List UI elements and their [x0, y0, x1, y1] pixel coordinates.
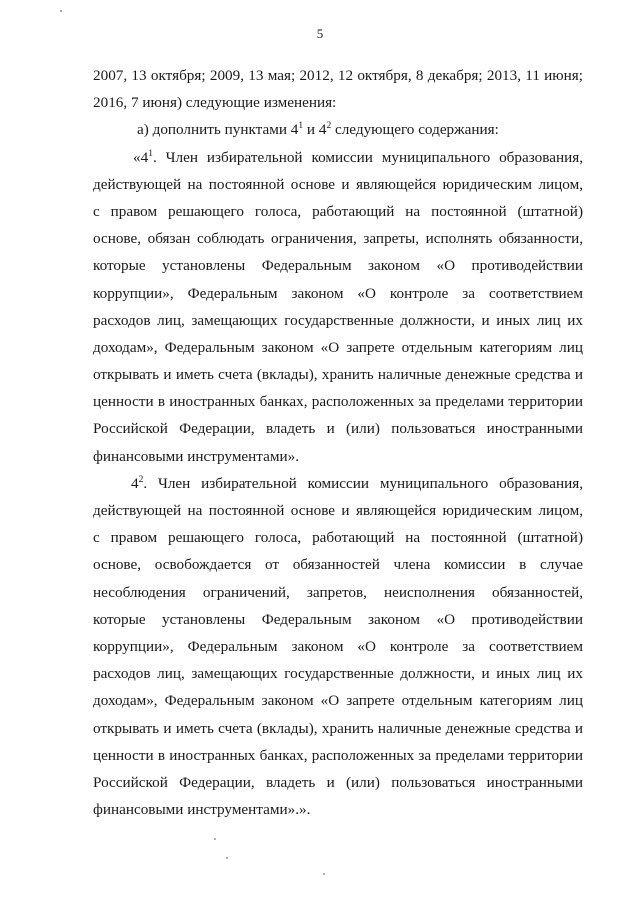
item-4-2-line: расходов лиц, замещающих государственные должности, и иных лиц их	[93, 665, 583, 683]
item-4-1-line: ценности в иностранных банках, расположенных за пределами территории	[93, 393, 583, 411]
clause-a-sup-1: 1	[298, 121, 304, 132]
item-4-2-line: открывать и иметь счета (вклады), хранить наличные денежные средства и	[93, 719, 583, 737]
intro-line-2: 2016, 7 июня) следующие изменения:	[93, 94, 337, 112]
item-4-2-line: доходам», Федеральным законом «О запрете отдельным категориям лиц	[93, 692, 583, 710]
item-4-2-number: 4	[131, 474, 139, 492]
scan-speck	[226, 857, 228, 859]
item-4-1-number: «4	[133, 148, 149, 166]
item-4-1-line: с правом решающего голоса, работающий на постоянной (штатной)	[93, 202, 583, 220]
page-number: 5	[316, 26, 324, 41]
item-4-1-sup: 1	[148, 148, 153, 159]
clause-a	[93, 116, 583, 143]
item-4-1-line: расходов лиц, замещающих государственные должности, и иных лиц их	[93, 311, 583, 329]
item-4-2-line: несоблюдения ограничений, запретов, неисполнения обязанностей,	[93, 583, 583, 601]
item-4-2-line: коррупции», Федеральным законом «О контроле за соответствием	[93, 637, 583, 655]
clause-a-text-2: и 4	[303, 121, 327, 139]
document-body	[93, 62, 583, 823]
item-4-1	[93, 144, 583, 470]
intro-line-1: 2007, 13 октября; 2009, 13 мая; 2012, 12 октября, 8 декабря; 2013, 11 июня;	[93, 67, 583, 84]
item-4-2-sup: 2	[138, 474, 144, 485]
clause-a-text-3: следующего содержания:	[331, 121, 499, 139]
item-4-2-line: ценности в иностранных банках, расположенных за пределами территории	[93, 746, 583, 764]
scan-speck	[214, 838, 216, 840]
item-4-2-line: действующей на постоянной основе и являющейся юридическим лицом,	[93, 502, 583, 519]
item-4-1-line: Российской Федерации, владеть и (или) пользоваться иностранными	[93, 420, 583, 438]
item-4-1-line: открывать и иметь счета (вклады), хранить наличные денежные средства и	[93, 366, 583, 384]
item-4-1-last-line: финансовыми инструментами».	[93, 447, 299, 465]
item-4-2-line: с правом решающего голоса, работающий на постоянной (штатной)	[93, 529, 583, 547]
item-4-2-line: которые установлены Федеральным законом «О противодействии	[93, 610, 583, 628]
clause-a-text-1: а) дополнить пунктами 4	[137, 121, 299, 139]
item-4-1-first-line	[93, 144, 583, 171]
clause-a-sup-2: 2	[326, 121, 332, 132]
item-4-2-last-line: финансовыми инструментами».».	[93, 801, 311, 819]
item-4-2-line: Российской Федерации, владеть и (или) пользоваться иностранными	[93, 773, 583, 791]
item-4-1-line: коррупции», Федеральным законом «О контроле за соответствием	[93, 284, 583, 302]
scan-speck	[323, 873, 325, 875]
item-4-2-first-line	[93, 470, 583, 497]
item-4-1-line: действующей на постоянной основе и являющейся юридическим лицом,	[93, 175, 583, 193]
item-4-1-first-text: . Член избирательной комиссии муниципального образования,	[152, 148, 583, 166]
item-4-1-line: основе, обязан соблюдать ограничения, запреты, исполнять обязанности,	[93, 230, 583, 248]
scan-speck	[60, 10, 62, 12]
item-4-2-line: основе, освобождается от обязанностей члена комиссии в случае	[93, 556, 583, 574]
item-4-2-first-text: . Член избирательной комиссии муниципального образования,	[143, 474, 583, 492]
item-4-2	[93, 470, 583, 823]
item-4-1-line: доходам», Федеральным законом «О запрете отдельным категориям лиц	[93, 338, 583, 356]
item-4-1-line: которые установлены Федеральным законом «О противодействии	[93, 257, 583, 275]
